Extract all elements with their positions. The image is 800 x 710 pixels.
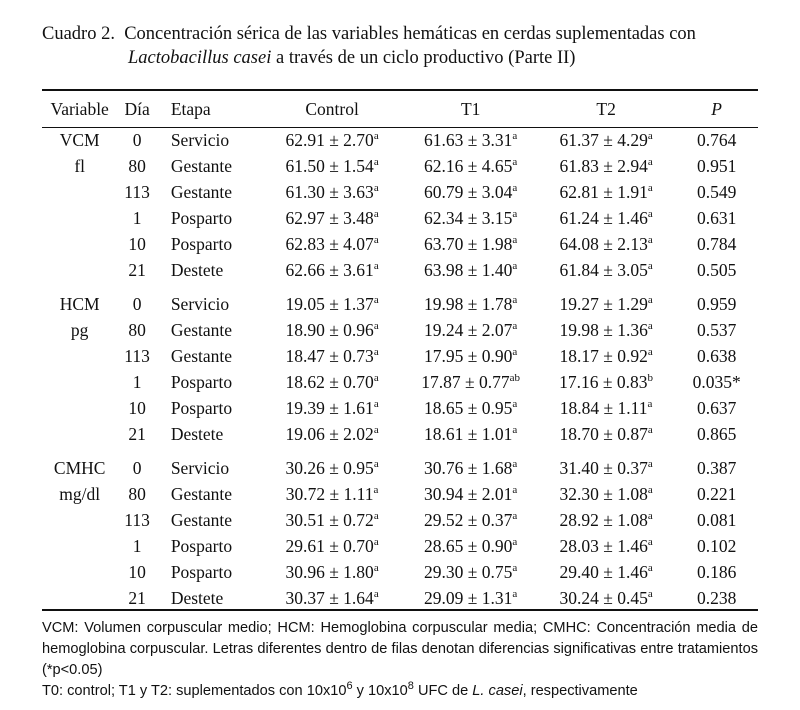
- p-value-cell: 0.238: [696, 587, 737, 608]
- dia-cell: 1: [132, 371, 142, 392]
- variable-unit: fl: [74, 156, 86, 176]
- t2-cell: [537, 369, 675, 395]
- control-value: 30.96 ± 1.80: [285, 561, 374, 582]
- t1-cell: [404, 231, 537, 257]
- header-variable: Variable: [50, 98, 109, 119]
- control-cell: [260, 533, 405, 559]
- control-significance-letter: a: [373, 535, 379, 548]
- control-significance-letter: a: [373, 319, 379, 332]
- control-cell: [260, 127, 405, 153]
- t1-value: 62.34 ± 3.15: [424, 207, 513, 228]
- p-value-cell: 0.081: [696, 509, 737, 530]
- t2-value: 28.92 ± 1.08: [559, 509, 648, 530]
- t2-significance-letter: a: [647, 259, 653, 272]
- t2-value: 19.98 ± 1.36: [559, 319, 648, 340]
- variable-cell: [42, 317, 117, 343]
- table-row: [42, 395, 758, 421]
- control-value: 30.51 ± 0.72: [285, 509, 374, 530]
- p-value-cell: 0.951: [696, 155, 737, 176]
- dia-cell: 10: [128, 233, 146, 254]
- t1-significance-letter: a: [512, 587, 518, 600]
- t2-significance-letter: a: [647, 319, 653, 332]
- table-row: [42, 179, 758, 205]
- table-row: [42, 153, 758, 179]
- t2-significance-letter: a: [647, 233, 653, 246]
- t1-significance-letter: a: [512, 259, 518, 272]
- t1-significance-letter: a: [512, 483, 518, 496]
- footnote-treatments-part2: y 10x10: [352, 683, 408, 699]
- control-value: 29.61 ± 0.70: [285, 535, 374, 556]
- dia-cell: 113: [124, 345, 150, 366]
- footnote-exponent-1: 6: [346, 680, 353, 693]
- variable-cell: [42, 421, 117, 447]
- t2-cell: [537, 153, 675, 179]
- etapa-cell: Posparto: [170, 371, 233, 392]
- control-cell: [260, 481, 405, 507]
- p-value-cell: 0.537: [696, 319, 737, 340]
- table-row: [42, 127, 758, 153]
- control-significance-letter: a: [373, 509, 379, 522]
- table-caption: [42, 22, 758, 70]
- t2-cell: [537, 343, 675, 369]
- variable-cell: [42, 455, 117, 481]
- control-significance-letter: a: [373, 397, 379, 410]
- control-value: 18.62 ± 0.70: [285, 371, 374, 392]
- control-cell: [260, 507, 405, 533]
- etapa-cell: Posparto: [170, 207, 233, 228]
- control-cell: [260, 395, 405, 421]
- dia-cell: 10: [128, 397, 146, 418]
- t2-significance-letter: a: [647, 207, 653, 220]
- p-value-cell: 0.637: [696, 397, 737, 418]
- control-value: 18.90 ± 0.96: [285, 319, 374, 340]
- t2-value: 19.27 ± 1.29: [559, 293, 648, 314]
- t1-value: 18.65 ± 0.95: [424, 397, 513, 418]
- table-row: [42, 455, 758, 481]
- etapa-cell: Posparto: [170, 397, 233, 418]
- footnote-treatments-part1: T0: control; T1 y T2: suplementados con 10x10: [42, 683, 347, 699]
- t1-significance-letter: a: [512, 129, 518, 142]
- t1-significance-letter: a: [512, 207, 518, 220]
- variable-cell: [42, 231, 117, 257]
- footnote-treatments-part4: , respectivamente: [522, 683, 638, 699]
- variable-cell: [42, 257, 117, 283]
- t1-cell: [404, 343, 537, 369]
- p-value-cell: 0.221: [696, 483, 737, 504]
- control-cell: [260, 291, 405, 317]
- table-row: [42, 421, 758, 447]
- control-cell: [260, 369, 405, 395]
- t1-cell: [404, 533, 537, 559]
- t2-value: 61.83 ± 2.94: [559, 155, 648, 176]
- table-row: [42, 481, 758, 507]
- t1-cell: [404, 395, 537, 421]
- footnote-abbreviations: VCM: Volumen corpuscular medio; HCM: Hemoglobina corpuscular media; CMHC: Concentración media de hemoglobina corpuscular. Letras diferentes dentro de filas denotan diferencias significativas entre tratamientos (*p<0.05): [42, 620, 758, 678]
- t1-cell: [404, 153, 537, 179]
- etapa-cell: Posparto: [170, 535, 233, 556]
- header-control: Control: [305, 98, 359, 119]
- table-row: [42, 257, 758, 283]
- table-body: [42, 127, 758, 611]
- p-value-cell: 0.784: [696, 233, 737, 254]
- footnote-treatments: [42, 681, 758, 702]
- group-spacer-cell: [42, 283, 758, 291]
- variable-cell: [42, 369, 117, 395]
- t2-cell: [537, 533, 675, 559]
- dia-cell: 113: [124, 181, 150, 202]
- variable-cell: [42, 291, 117, 317]
- variable-cell: [42, 153, 117, 179]
- header-etapa: Etapa: [170, 98, 211, 119]
- dia-cell: 80: [128, 483, 146, 504]
- variable-cell: [42, 481, 117, 507]
- t1-cell: [404, 455, 537, 481]
- etapa-cell: Gestante: [170, 319, 233, 340]
- t2-cell: [537, 179, 675, 205]
- variable-cell: [42, 533, 117, 559]
- t2-value: 32.30 ± 1.08: [559, 483, 648, 504]
- dia-cell: 0: [132, 457, 142, 478]
- t2-cell: [537, 257, 675, 283]
- t2-cell: [537, 507, 675, 533]
- t2-significance-letter: a: [647, 181, 653, 194]
- t2-significance-letter: a: [647, 397, 653, 410]
- header-t1: T1: [460, 98, 481, 119]
- t1-significance-letter: a: [512, 233, 518, 246]
- dia-cell: 1: [132, 207, 142, 228]
- t1-value: 30.94 ± 2.01: [424, 483, 513, 504]
- t2-cell: [537, 205, 675, 231]
- t2-significance-letter: a: [647, 457, 653, 470]
- group-spacer: [42, 447, 758, 455]
- p-value-cell: 0.631: [696, 207, 737, 228]
- variable-name: HCM: [59, 294, 100, 314]
- table-row: [42, 231, 758, 257]
- t1-value: 61.63 ± 3.31: [424, 129, 513, 150]
- t1-value: 18.61 ± 1.01: [424, 423, 513, 444]
- control-value: 19.05 ± 1.37: [285, 293, 374, 314]
- dia-cell: 0: [132, 293, 142, 314]
- p-value-cell: 0.387: [696, 457, 737, 478]
- table-row: [42, 585, 758, 611]
- t1-cell: [404, 291, 537, 317]
- group-spacer: [42, 283, 758, 291]
- variable-cell: [42, 343, 117, 369]
- t2-cell: [537, 559, 675, 585]
- header-dia: Día: [124, 98, 150, 119]
- table-header-row: [42, 91, 758, 127]
- control-cell: [260, 455, 405, 481]
- p-value-cell: 0.959: [696, 293, 737, 314]
- t2-cell: [537, 317, 675, 343]
- control-significance-letter: a: [373, 233, 379, 246]
- control-value: 30.26 ± 0.95: [285, 457, 374, 478]
- t2-value: 64.08 ± 2.13: [559, 233, 648, 254]
- control-significance-letter: a: [373, 181, 379, 194]
- t1-cell: [404, 421, 537, 447]
- variable-cell: [42, 205, 117, 231]
- control-cell: [260, 559, 405, 585]
- t1-cell: [404, 559, 537, 585]
- t1-value: 19.98 ± 1.78: [424, 293, 513, 314]
- control-value: 19.06 ± 2.02: [285, 423, 374, 444]
- t2-significance-letter: a: [647, 535, 653, 548]
- p-value-cell: 0.549: [696, 181, 737, 202]
- control-cell: [260, 317, 405, 343]
- dia-cell: 0: [132, 129, 142, 150]
- t1-value: 60.79 ± 3.04: [424, 181, 513, 202]
- etapa-cell: Posparto: [170, 233, 233, 254]
- t1-value: 62.16 ± 4.65: [424, 155, 513, 176]
- caption-label: Cuadro 2.: [42, 24, 115, 44]
- control-significance-letter: a: [373, 483, 379, 496]
- caption-text-part2: a través de un ciclo productivo (Parte II): [275, 48, 576, 68]
- etapa-cell: Posparto: [170, 561, 233, 582]
- control-significance-letter: a: [373, 561, 379, 574]
- control-value: 62.91 ± 2.70: [285, 129, 374, 150]
- control-significance-letter: a: [373, 371, 379, 384]
- footnotes: [42, 618, 758, 702]
- dia-cell: 21: [128, 259, 146, 280]
- t2-significance-letter: a: [647, 129, 653, 142]
- dia-cell: 80: [128, 319, 146, 340]
- t2-value: 62.81 ± 1.91: [559, 181, 648, 202]
- caption-text-part1: Concentración sérica de las variables hemáticas en cerdas suplementadas con: [124, 24, 696, 44]
- t1-cell: [404, 317, 537, 343]
- t1-significance-letter: ab: [509, 371, 521, 384]
- variable-name: CMHC: [53, 458, 106, 478]
- group-spacer-cell: [42, 447, 758, 455]
- t2-significance-letter: a: [647, 155, 653, 168]
- t1-value: 17.87 ± 0.77: [421, 371, 510, 392]
- variable-cell: [42, 127, 117, 153]
- control-cell: [260, 421, 405, 447]
- control-cell: [260, 179, 405, 205]
- control-value: 30.72 ± 1.11: [285, 483, 374, 504]
- t1-cell: [404, 179, 537, 205]
- footnote-species: L. casei: [472, 683, 523, 699]
- variable-cell: [42, 395, 117, 421]
- p-value-cell: 0.505: [696, 259, 737, 280]
- t2-cell: [537, 395, 675, 421]
- t2-value: 18.17 ± 0.92: [559, 345, 648, 366]
- control-significance-letter: a: [373, 457, 379, 470]
- table-row: [42, 291, 758, 317]
- table-row: [42, 317, 758, 343]
- t2-value: 61.37 ± 4.29: [559, 129, 648, 150]
- t2-significance-letter: a: [647, 483, 653, 496]
- variable-cell: [42, 585, 117, 611]
- t2-value: 30.24 ± 0.45: [559, 587, 648, 608]
- t2-cell: [537, 455, 675, 481]
- t1-significance-letter: a: [512, 535, 518, 548]
- t1-significance-letter: a: [512, 457, 518, 470]
- t1-value: 30.76 ± 1.68: [424, 457, 513, 478]
- table-row: [42, 507, 758, 533]
- control-significance-letter: a: [373, 587, 379, 600]
- dia-cell: 1: [132, 535, 142, 556]
- t1-value: 63.70 ± 1.98: [424, 233, 513, 254]
- t1-cell: [404, 507, 537, 533]
- etapa-cell: Gestante: [170, 181, 233, 202]
- t2-significance-letter: a: [647, 509, 653, 522]
- p-value-cell: 0.186: [696, 561, 737, 582]
- etapa-cell: Destete: [170, 259, 224, 280]
- t2-significance-letter: a: [647, 423, 653, 436]
- table-row: [42, 205, 758, 231]
- variable-cell: [42, 559, 117, 585]
- footnote-exponent-2: 8: [407, 680, 414, 693]
- t2-significance-letter: b: [647, 371, 654, 384]
- t2-value: 31.40 ± 0.37: [559, 457, 648, 478]
- t1-value: 63.98 ± 1.40: [424, 259, 513, 280]
- caption-line-1: [42, 22, 758, 46]
- t2-value: 17.16 ± 0.83: [559, 371, 648, 392]
- t2-cell: [537, 421, 675, 447]
- variable-cell: [42, 179, 117, 205]
- control-significance-letter: a: [373, 345, 379, 358]
- dia-cell: 21: [128, 587, 146, 608]
- t1-significance-letter: a: [512, 181, 518, 194]
- variable-unit: mg/dl: [59, 484, 101, 504]
- dia-cell: 21: [128, 423, 146, 444]
- control-value: 30.37 ± 1.64: [285, 587, 374, 608]
- etapa-cell: Destete: [170, 423, 224, 444]
- control-significance-letter: a: [373, 129, 379, 142]
- t2-cell: [537, 231, 675, 257]
- t2-value: 61.24 ± 1.46: [559, 207, 648, 228]
- t1-value: 28.65 ± 0.90: [424, 535, 513, 556]
- t1-value: 29.09 ± 1.31: [424, 587, 513, 608]
- t2-value: 29.40 ± 1.46: [559, 561, 648, 582]
- t2-significance-letter: a: [647, 293, 653, 306]
- caption-species: Lactobacillus casei: [128, 48, 272, 68]
- control-significance-letter: a: [373, 207, 379, 220]
- footnote-treatments-part3: UFC de: [413, 683, 473, 699]
- control-cell: [260, 343, 405, 369]
- t1-significance-letter: a: [512, 423, 518, 436]
- control-value: 62.66 ± 3.61: [285, 259, 374, 280]
- etapa-cell: Gestante: [170, 509, 233, 530]
- t2-cell: [537, 291, 675, 317]
- control-significance-letter: a: [373, 155, 379, 168]
- t1-cell: [404, 369, 537, 395]
- t2-significance-letter: a: [647, 587, 653, 600]
- etapa-cell: Gestante: [170, 345, 233, 366]
- t2-value: 18.70 ± 0.87: [559, 423, 648, 444]
- t1-significance-letter: a: [512, 155, 518, 168]
- dia-cell: 10: [128, 561, 146, 582]
- control-value: 62.83 ± 4.07: [285, 233, 374, 254]
- variable-cell: [42, 507, 117, 533]
- etapa-cell: Destete: [170, 587, 224, 608]
- etapa-cell: Servicio: [170, 129, 230, 150]
- t1-value: 29.30 ± 0.75: [424, 561, 513, 582]
- data-table: [42, 91, 758, 611]
- t2-cell: [537, 481, 675, 507]
- control-cell: [260, 153, 405, 179]
- control-value: 61.30 ± 3.63: [285, 181, 374, 202]
- t1-significance-letter: a: [512, 561, 518, 574]
- p-value-cell: 0.638: [696, 345, 737, 366]
- t1-value: 29.52 ± 0.37: [424, 509, 513, 530]
- variable-unit: pg: [70, 320, 89, 340]
- t1-cell: [404, 481, 537, 507]
- table-row: [42, 533, 758, 559]
- t1-significance-letter: a: [512, 397, 518, 410]
- t1-cell: [404, 205, 537, 231]
- control-value: 61.50 ± 1.54: [285, 155, 374, 176]
- t1-value: 17.95 ± 0.90: [424, 345, 513, 366]
- table-row: [42, 343, 758, 369]
- dia-cell: 80: [128, 155, 146, 176]
- control-cell: [260, 257, 405, 283]
- t1-significance-letter: a: [512, 345, 518, 358]
- control-value: 19.39 ± 1.61: [285, 397, 374, 418]
- t2-cell: [537, 585, 675, 611]
- control-significance-letter: a: [373, 423, 379, 436]
- t2-value: 61.84 ± 3.05: [559, 259, 648, 280]
- control-value: 62.97 ± 3.48: [285, 207, 374, 228]
- t1-value: 19.24 ± 2.07: [424, 319, 513, 340]
- table-row: [42, 559, 758, 585]
- dia-cell: 113: [124, 509, 150, 530]
- p-value-cell: 0.764: [696, 129, 737, 150]
- caption-line-2: [42, 46, 758, 70]
- t2-cell: [537, 127, 675, 153]
- p-value-cell: 0.865: [696, 423, 737, 444]
- t2-value: 28.03 ± 1.46: [559, 535, 648, 556]
- header-t2: T2: [596, 98, 616, 119]
- control-cell: [260, 231, 405, 257]
- t1-significance-letter: a: [512, 509, 518, 522]
- t1-cell: [404, 257, 537, 283]
- t1-cell: [404, 127, 537, 153]
- etapa-cell: Gestante: [170, 155, 233, 176]
- table-row: [42, 369, 758, 395]
- control-significance-letter: a: [373, 293, 379, 306]
- p-value-cell: 0.035*: [692, 371, 741, 392]
- control-significance-letter: a: [373, 259, 379, 272]
- variable-name: VCM: [59, 130, 100, 150]
- control-cell: [260, 205, 405, 231]
- etapa-cell: Servicio: [170, 457, 230, 478]
- t1-significance-letter: a: [512, 293, 518, 306]
- header-p: P: [711, 98, 722, 119]
- t1-significance-letter: a: [512, 319, 518, 332]
- etapa-cell: Gestante: [170, 483, 233, 504]
- control-value: 18.47 ± 0.73: [285, 345, 374, 366]
- t2-value: 18.84 ± 1.11: [559, 397, 648, 418]
- t2-significance-letter: a: [647, 345, 653, 358]
- t1-cell: [404, 585, 537, 611]
- control-cell: [260, 585, 405, 611]
- p-value-cell: 0.102: [696, 535, 737, 556]
- etapa-cell: Servicio: [170, 293, 230, 314]
- t2-significance-letter: a: [647, 561, 653, 574]
